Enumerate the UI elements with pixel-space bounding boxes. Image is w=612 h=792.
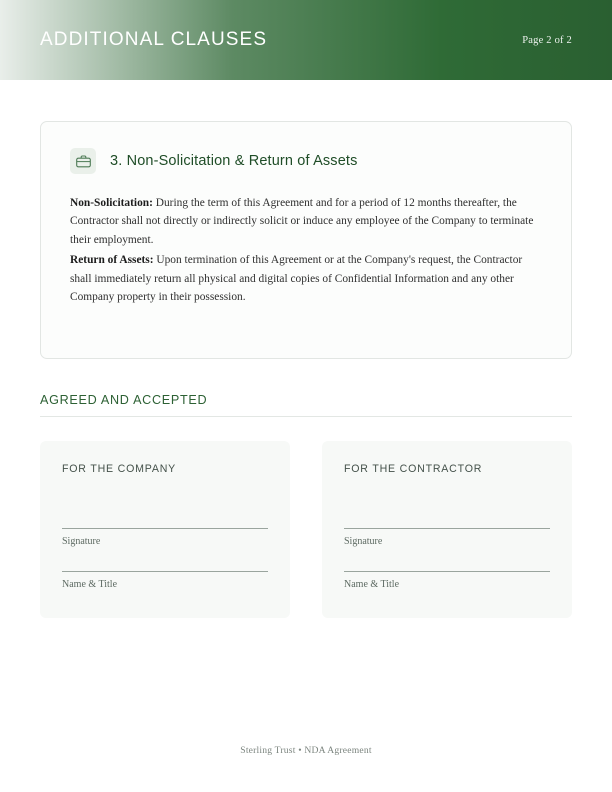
clause-paragraph-text: During the term of this Agreement and for a period of 12 months thereafter, the Contractor shall not directly or indirectly solicit or induce any employee of the Company to terminate their employment.	[70, 197, 534, 246]
clause-body	[70, 194, 542, 307]
clause-paragraph-lead: Non-Solicitation:	[70, 197, 153, 209]
page-title: ADDITIONAL CLAUSES	[40, 29, 268, 50]
name-title-label: Name & Title	[62, 579, 118, 590]
document-footer: Sterling Trust • NDA Agreement	[240, 745, 372, 756]
signature-block-company	[40, 441, 290, 618]
clause-paragraph	[70, 194, 542, 249]
clause-card	[40, 121, 572, 359]
name-title-line[interactable]	[344, 571, 550, 572]
page-number: Page 2 of 2	[522, 34, 572, 46]
clause-paragraph-lead: Return of Assets:	[70, 254, 154, 267]
signature-label: Signature	[62, 536, 101, 547]
name-title-line[interactable]	[62, 571, 268, 572]
section-heading-agreed: AGREED AND ACCEPTED	[40, 393, 572, 417]
clause-paragraph-text: Upon termination of this Agreement or at the Company's request, the Contractor shall immediately return all physical and digital copies of Confidential Information and any other Company property in their possession.	[70, 254, 523, 304]
signature-block-contractor	[322, 441, 572, 618]
briefcase-icon	[70, 148, 96, 174]
signature-block-title: FOR THE CONTRACTOR	[344, 463, 483, 475]
clause-header	[70, 148, 542, 174]
signature-label: Signature	[344, 536, 383, 547]
signature-line[interactable]	[344, 528, 550, 529]
clause-paragraph	[70, 251, 542, 306]
page-body	[0, 121, 612, 618]
name-title-label: Name & Title	[344, 579, 400, 590]
signature-block-title: FOR THE COMPANY	[62, 463, 177, 475]
document-header	[0, 0, 612, 80]
clause-title: 3. Non-Solicitation & Return of Assets	[110, 153, 358, 169]
signature-line[interactable]	[62, 528, 268, 529]
signature-row	[40, 441, 572, 618]
